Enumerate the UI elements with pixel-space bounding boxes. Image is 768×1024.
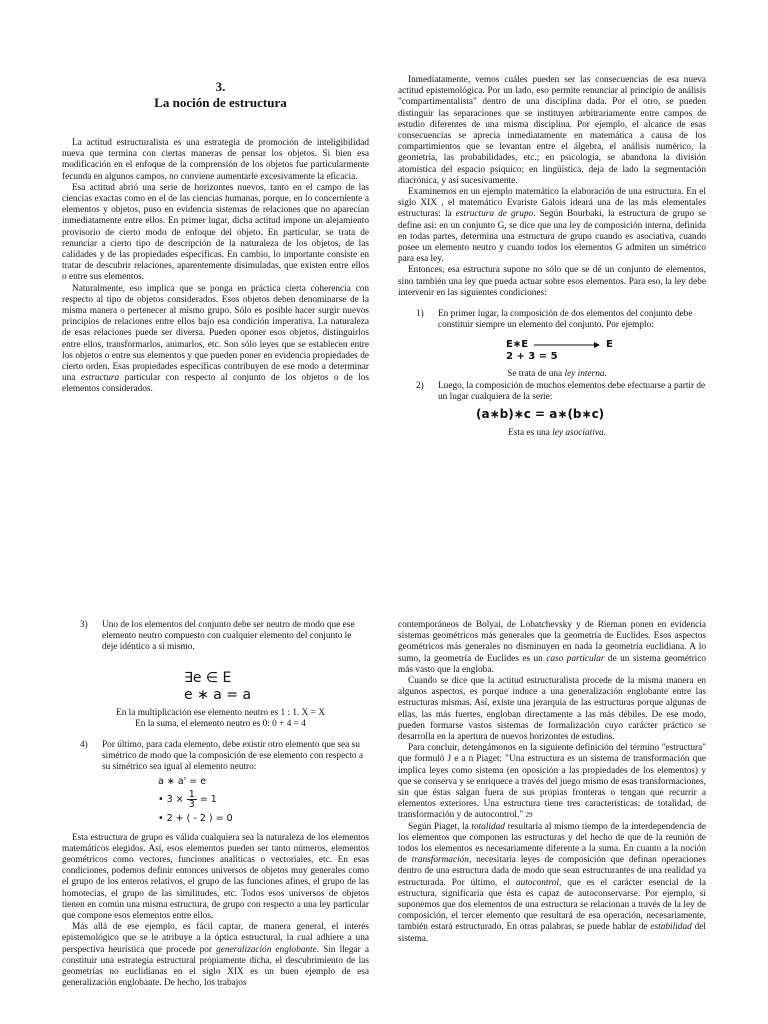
caption: Se trata de una ley interna. bbox=[507, 369, 607, 380]
footnote-ref: 29 bbox=[525, 811, 533, 820]
emphasis: estructura de grupo bbox=[455, 209, 534, 220]
example-line: En la suma, el elemento neutro es 0: 0 + 4 = 4 bbox=[135, 718, 306, 729]
paragraph: Para concluir, detengámonos en la siguiente definición del término "estructura" que formuló J e a n Piaget: "Una estructura es un sistema de transformación que implica leyes como sistema (en oposición a las propiedades de los elementos) y que se conserva y se enriquece a través del juego mismo de esas transformaciones, sin que éstas salgan fuera de sus propias fronteras o tengan que recurrir a elementos exteriores. Una estructura tiene tres características: de totalidad, de transformación y de autocontrol." 29 bbox=[398, 743, 706, 821]
paragraph: contemporáneos de Bolyai, de Lobatchevsky y de Rieman ponen en evidencia sistemas geométricos más generales que la geometría de Euclides. Esos aspectos geométricos más generales no disminuyen en nada la geometría euclidiana. A lo sumo, la geometría de Euclides es un caso particular de un sistema geométrico más vasto que la engloba. bbox=[398, 620, 707, 675]
paragraph: Naturalmente, eso implica que se ponga en práctica cierta coherencia con respecto al tipo de objetos considerados. Esos objetos deben denominarse de la misma manera o pertenecer al mismo grupo. Sólo es posible hacer surgir nuevos principios de relaciones entre ellos bajo esa condición imperativa. La naturaleza de esas relaciones puede ser diversa. Pueden oponer esos objetos, distinguirlos entre ellos, transformarlos, animarlos, etc. Son sólo leyes que se establecen entre los objetos o entre sus elementos y que pueden poner en evidencia propiedades de cierto orden. Esas propiedades específicas contribuyen de ese modo a determinar una estructura particular con respecto al conjunto de los objetos o de los elementos considerados. bbox=[62, 283, 369, 395]
formula-associative-law: (a∗b)∗c = a∗(b∗c) bbox=[476, 407, 605, 422]
list-item: 4) Por último, para cada elemento, debe existir otro elemento que sea su simétrico de modo que la composición de ese elemento con respecto a su simétrico sea igual al elemento neutro: bbox=[80, 740, 363, 773]
formula-neutral-element: ∃e ∈ E e ∗ a = a bbox=[184, 669, 252, 703]
caption: Esta es una ley asociativa. bbox=[508, 428, 606, 439]
fraction: $\frac{1}{3}$ bbox=[188, 788, 195, 810]
paragraph: Más allá de ese ejemplo, es fácil captar, de manera general, el interés epistemológico que se le atribuye a la óptica estructural, la cual adhiere a una perspectiva heurística que procede por generalización englobante. Sin llegar a constituir una estrategia estructural propiamente dicha, el descubrimiento de las geometrías no euclidianas en el siglo XIX es un buen ejemplo de esa generalización englobante. De hecho, los trabajos bbox=[62, 922, 369, 989]
arrow-icon bbox=[534, 341, 600, 349]
paragraph: Entonces, esa estructura supone no sólo que se dé un conjunto de elementos, sino también una ley que pueda actuar sobre esos elementos. Para eso, la ley debe intervenir en las siguientes condiciones: bbox=[398, 265, 706, 298]
formula-symmetric-element: a ∗ a' = e • 3 × $\frac{1}{3}$ = 1 • 2 + ( - 2 ) = 0 bbox=[158, 775, 233, 824]
column-top-right bbox=[398, 75, 706, 439]
list-item: 1) En primer lugar, la composición de dos elementos del conjunto debe constituir siempre un elemento del conjunto. Por ejemplo: bbox=[416, 309, 693, 331]
example-line: En la multiplicación ese elemento neutro es 1 : 1. X = X bbox=[116, 707, 325, 718]
list-item: 3) Uno de los elementos del conjunto debe ser neutro de modo que ese elemento neutro compuesto con cualquier elemento del conjunto le deje idéntico a sí mismo. bbox=[80, 620, 355, 653]
column-bottom-right bbox=[398, 620, 706, 945]
emphasis: caso particular bbox=[546, 653, 605, 664]
paragraph: Esta estructura de grupo es válida cualquiera sea la naturaleza de los elementos matemáticos elegidos. Así, esos elementos pueden ser tanto números, elementos geométricos como vectores, funciones analíticas o vectoriales, etc. En esas condiciones, podemos definir entonces universos de objetos muy generales como el grupo de los enteros relativos, el grupo de las funciones afines, el grupo de las homotecias, el grupo de las similitudes, etc. Todos esos universos de objetos tienen en común una misma estructura, de grupo con respecto a una ley particular que compone esos elementos entre ellos. bbox=[62, 832, 369, 922]
list-item: 2) Luego, la composición de muchos elementos debe efectuarse a partir de un lugar cualquiera de la serie: bbox=[416, 380, 706, 402]
emphasis: estructura bbox=[80, 373, 120, 384]
paragraph: Examinemos en un ejemplo matemático la elaboración de una estructura. En el siglo XIX , el matemático Evariste Galois ideará una de las más elementales estructuras: la estructura de grupo. Según Bourbaki, la estructura de grupo se define así: en un conjunto G, se dice que una ley de composición interna, definida en todas partes, determina una estructura de grupo cuando es asociativa, cuando posee un elemento neutro y cuando todos los elementos G admiten un simétrico para esa ley. bbox=[398, 187, 706, 265]
paragraph: La actitud estructuralista es una estrategia de promoción de inteligibilidad nueva que termina con ciertas maneras de pensar los objetos. Si bien esa modificación en el enfoque de la comprensión de los objetos fue particularmente fecunda en algunos campos, no conviene aumentarle excesivamente la eficacia. bbox=[62, 138, 369, 182]
emphasis: generalización englobante bbox=[216, 944, 317, 955]
paragraph: Según Piaget, la totalidad resultaría al mismo tiempo de la interdependencia de los elementos que componen las estructuras y del hecho de que de la reunión de todos los elementos es necesariamente diferente a la suma. En cuanto a la noción de transformación, necesitaría leyes de composición que definan operaciones dentro de una estructura dada de modo que sean estructurantes de una realidad ya estructurada. Por último, el autocontrol, que es el carácter esencial de la estructura, significaría que ésta es capaz de autoconservarse. Por ejemplo, si suponemos que dos elementos de una estructura se relacionan a través de la ley de composición, el tercer elemento que resultará de esa operación, necesariamente, también estará estructurado. En otras palabras, se puede hablar de estabilidad del sistema. bbox=[398, 821, 707, 944]
chapter-title: La noción de estructura bbox=[154, 95, 287, 110]
chapter-number: 3. bbox=[215, 79, 226, 94]
column-bottom-left bbox=[62, 620, 369, 989]
paragraph: Cuando se dice que la actitud estructuralista procede de la misma manera en algunos aspectos, es porque induce a una generalización englobante entre las estructuras mismas. Así, existe una jerarquía de las estructuras porque algunas de ellas, las más fuertes, engloban directamente a las más débiles. De ese modo, pueden formarse vastos sistemas de formalización cuyo carácter práctico se desarrolla en la apertura de nuevos horizontes de estudios. bbox=[398, 676, 706, 743]
paragraph: Inmediatamente, vemos cuáles pueden ser las consecuencias de esa nueva actitud epistemológica. Por un lado, eso permite renunciar al principio de análisis "compartimentalista" dentro de una disciplina dada. Por el otro, se pueden distinguir las separaciones que se instituyen arbitrariamente entre campos de estudio diferentes de una misma disciplina. Por ejemplo, el alcance de esas consecuencias se aprecia inmediatamente en matemática a causa de los compartimientos que se levantan entre el álgebra, el análisis numérico, la geometría, las probabilidades, etc.; en psicología, se abandona la división atomística del espacio psíquico; en lingüística, deja de lado la segmentación diacrónica, y así sucesivamente. bbox=[398, 75, 706, 186]
paragraph: Esa actitud abrió una serie de horizontes nuevos, tanto en el campo de las ciencias exactas como en el de las ciencias humanas, porque, en lo concerniente a elementos y objetos, puso en evidencia sistemas de relaciones que no aparecían inmediatamente entre ellos. En primer lugar, dicha actitud impone un alejamiento provisorio de cierto modo de enfoque del objeto. En particular, se trata de renunciar a cierto tipo de descripción de la naturaleza de los objetos, de las calidades y de las propiedades específicas. En cambio, lo importante consiste en tratar de descubrir relaciones, aparentemente disimuladas, que existen entre ellos o entre sus elementos. bbox=[62, 182, 369, 283]
column-top-left bbox=[62, 138, 369, 396]
formula-internal-law: E∗E E 2 + 3 = 5 bbox=[506, 339, 613, 363]
